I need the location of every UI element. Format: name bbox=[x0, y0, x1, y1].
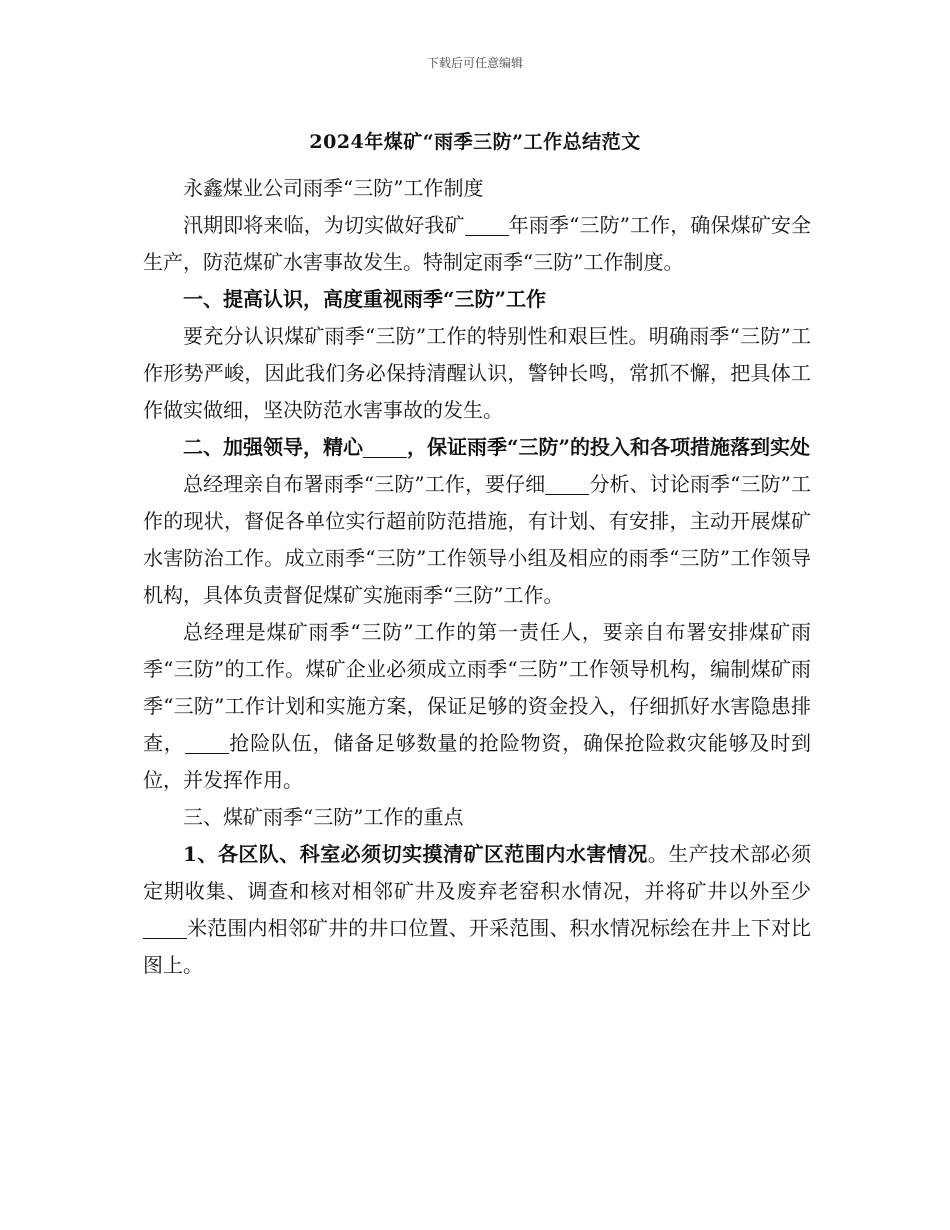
paragraph-text: 总经理是煤矿雨季“三防”工作的第一责任人，要亲自布署安排煤矿雨季“三防”的工作。煤矿企业必须成立雨季“三防”工作领导机构，编制煤矿雨季“三防”工作计划和实施方案，保证足够的资金投入，仔细抓好水害隐患排查， bbox=[143, 620, 811, 755]
paragraph-text: 三、煤矿雨季“三防”工作的重点 bbox=[183, 805, 464, 829]
page-header: 下载后可任意编辑 bbox=[426, 56, 523, 70]
document-body bbox=[143, 170, 811, 984]
section-heading bbox=[143, 429, 811, 466]
paragraph-text: 抢险队伍，储备足够数量的抢险物资，确保抢险救灾能够及时到位，并发挥作用。 bbox=[143, 731, 812, 792]
fill-in-blank bbox=[545, 474, 589, 495]
paragraph-text: 一、提高认识，高度重视雨季“三防”工作 bbox=[183, 287, 547, 311]
section-heading bbox=[143, 281, 811, 318]
body-paragraph bbox=[143, 318, 811, 429]
body-paragraph bbox=[143, 836, 811, 984]
paragraph-text: 米范围内相邻矿井的井口位置、开采范围、积水情况标绘在井上下对比图上。 bbox=[143, 916, 811, 977]
fill-in-blank bbox=[363, 437, 407, 458]
paragraph-text: 汛期即将来临，为切实做好我矿 bbox=[183, 213, 465, 237]
body-paragraph bbox=[143, 170, 811, 207]
body-paragraph bbox=[143, 466, 811, 614]
fill-in-blank bbox=[185, 733, 229, 754]
paragraph-text: 要充分认识煤矿雨季“三防”工作的特别性和艰巨性。明确雨季“三防”工作形势严峻，因此我们务必保持清醒认识，警钟长鸣，常抓不懈，把具体工作做实做细，坚决防范水害事故的发生。 bbox=[143, 324, 811, 422]
paragraph-text: 总经理亲自布署雨季“三防”工作，要仔细 bbox=[183, 472, 546, 496]
paragraph-text: 永鑫煤业公司雨季“三防”工作制度 bbox=[183, 176, 484, 200]
paragraph-lead: 1、各区队、科室必须切实摸清矿区范围内水害情况 bbox=[183, 842, 648, 866]
document-title: 2024年煤矿“雨季三防”工作总结范文 bbox=[309, 131, 641, 153]
body-paragraph bbox=[143, 614, 811, 799]
paragraph-text: 二、加强领导，精心 bbox=[183, 435, 363, 459]
body-paragraph bbox=[143, 207, 811, 281]
paragraph-text: ，保证雨季“三防”的投入和各项措施落到实处 bbox=[407, 435, 811, 459]
paragraph-text: 分析、讨论雨季“三防”工作的现状，督促各单位实行超前防范措施，有计划、有安排，主动开展煤矿水害防治工作。成立雨季“三防”工作领导小组及相应的雨季“三防”工作领导机构，具体负责督促煤矿实施雨季“三防”工作。 bbox=[143, 472, 812, 607]
fill-in-blank bbox=[465, 215, 509, 236]
paragraph-text: 。生产技术部必须定期收集、调查和核对相邻矿井及废弃老窑积水情况，并将矿井以外至少 bbox=[143, 842, 812, 903]
paragraph-text: 年雨季“三防”工作，确保煤矿安全生产，防范煤矿水害事故发生。特制定雨季“三防”工作制度。 bbox=[143, 213, 811, 274]
fill-in-blank bbox=[143, 918, 187, 939]
body-paragraph bbox=[143, 799, 811, 836]
